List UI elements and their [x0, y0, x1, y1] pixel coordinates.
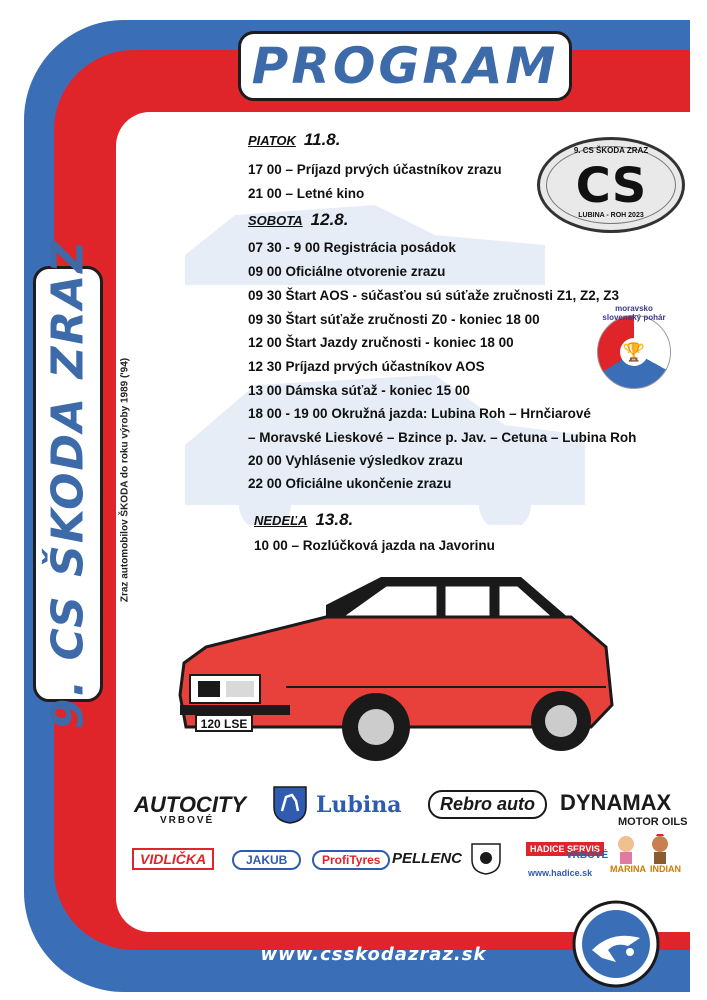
schedule-item: 12 30 Príjazd prvých účastníkov AOS — [248, 359, 485, 374]
sponsor-jakub-logo: JAKUB — [232, 850, 301, 870]
website-link[interactable]: www.csskodazraz.sk — [260, 944, 487, 965]
license-plate: 120 LSE — [200, 717, 248, 731]
day-heading-saturday: SOBOTA 12.8. — [248, 210, 349, 229]
side-note: Zraz automobilov ŠKODA do roku výroby 1989 ('94) — [119, 357, 131, 603]
schedule-item: 12 00 Štart Jazdy zručnosti - koniec 18 00 — [248, 335, 514, 350]
trophy-icon: 🏆 — [620, 338, 648, 366]
footer — [0, 944, 707, 965]
sponsor-lubina-logo: Lubina — [316, 792, 402, 818]
schedule-item: 10 00 – Rozlúčková jazda na Javorinu — [254, 538, 495, 553]
schedule-item: 22 00 Oficiálne ukončenie zrazu — [248, 476, 452, 491]
sponsor-rebro-auto-logo: Rebro auto — [428, 790, 547, 819]
schedule-item: 21 00 – Letné kino — [248, 186, 365, 201]
program-title: PROGRAM — [251, 37, 559, 95]
cs-zraz-badge: 9. CS ŠKODA ZRAZ CS LUBINA - ROH 2023 — [537, 137, 685, 233]
schedule-item: 18 00 - 19 00 Okružná jazda: Lubina Roh – Hrnčiarové — [248, 406, 591, 421]
side-title: 9. CS ŠKODA ZRAZ — [42, 238, 94, 730]
mascot-figures-icon — [614, 834, 674, 864]
sponsor-autocity-logo: AUTOCITY — [134, 792, 247, 817]
sponsor-pellenc-logo: PELLENC — [392, 850, 463, 867]
schedule-item: 09 00 Oficiálne otvorenie zrazu — [248, 264, 446, 279]
side-title-box — [33, 238, 103, 730]
program-title-box — [238, 31, 572, 101]
sponsor-dynamax-subtitle: MOTOR OILS — [618, 816, 688, 828]
moravsko-slovensky-pohar-badge: moravsko slovenský pohár 🏆 — [597, 315, 671, 389]
crest-icon — [470, 842, 502, 876]
schedule-item: 13 00 Dámska súťaž - koniec 15 00 — [248, 383, 470, 398]
schedule-item: – Moravské Lieskové – Bzince p. Jav. – Cetuna – Lubina Roh — [248, 430, 637, 445]
sponsor-marina-logo: MARINA — [610, 864, 646, 874]
lubina-coat-of-arms-icon — [272, 785, 308, 825]
sponsor-vidlicka-logo: VIDLIČKA — [132, 848, 214, 870]
schedule-item: 09 30 Štart AOS - súčasťou sú súťaže zručnosti Z1, Z2, Z3 — [248, 288, 620, 303]
sponsor-dynamax-logo: DYNAMAX — [560, 790, 672, 815]
schedule-item: 07 30 - 9 00 Registrácia posádok — [248, 240, 456, 255]
sponsor-autocity-subtitle: VRBOVÉ — [160, 815, 215, 826]
sponsor-hadice-vrbove: VRBOVÉ — [566, 850, 609, 861]
schedule-item: 20 00 Vyhlásenie výsledkov zrazu — [248, 453, 463, 468]
sponsor-indian-logo: INDIAN — [650, 864, 681, 874]
sponsor-profityres-logo: ProfiTyres — [312, 850, 390, 870]
day-heading-friday: PIATOK 11.8. — [248, 130, 341, 149]
schedule-item: 09 30 Štart súťaže zručnosti Z0 - koniec 18 00 — [248, 312, 540, 327]
sponsor-hadice-url: www.hadice.sk — [528, 868, 593, 878]
schedule-item: 17 00 – Príjazd prvých účastníkov zrazu — [248, 162, 502, 177]
skoda-car-illustration — [176, 555, 618, 765]
sponsor-hadice-servis-logo: HADICE SERVIS — [526, 842, 604, 856]
day-heading-sunday: NEDEĽA 13.8. — [254, 510, 354, 529]
